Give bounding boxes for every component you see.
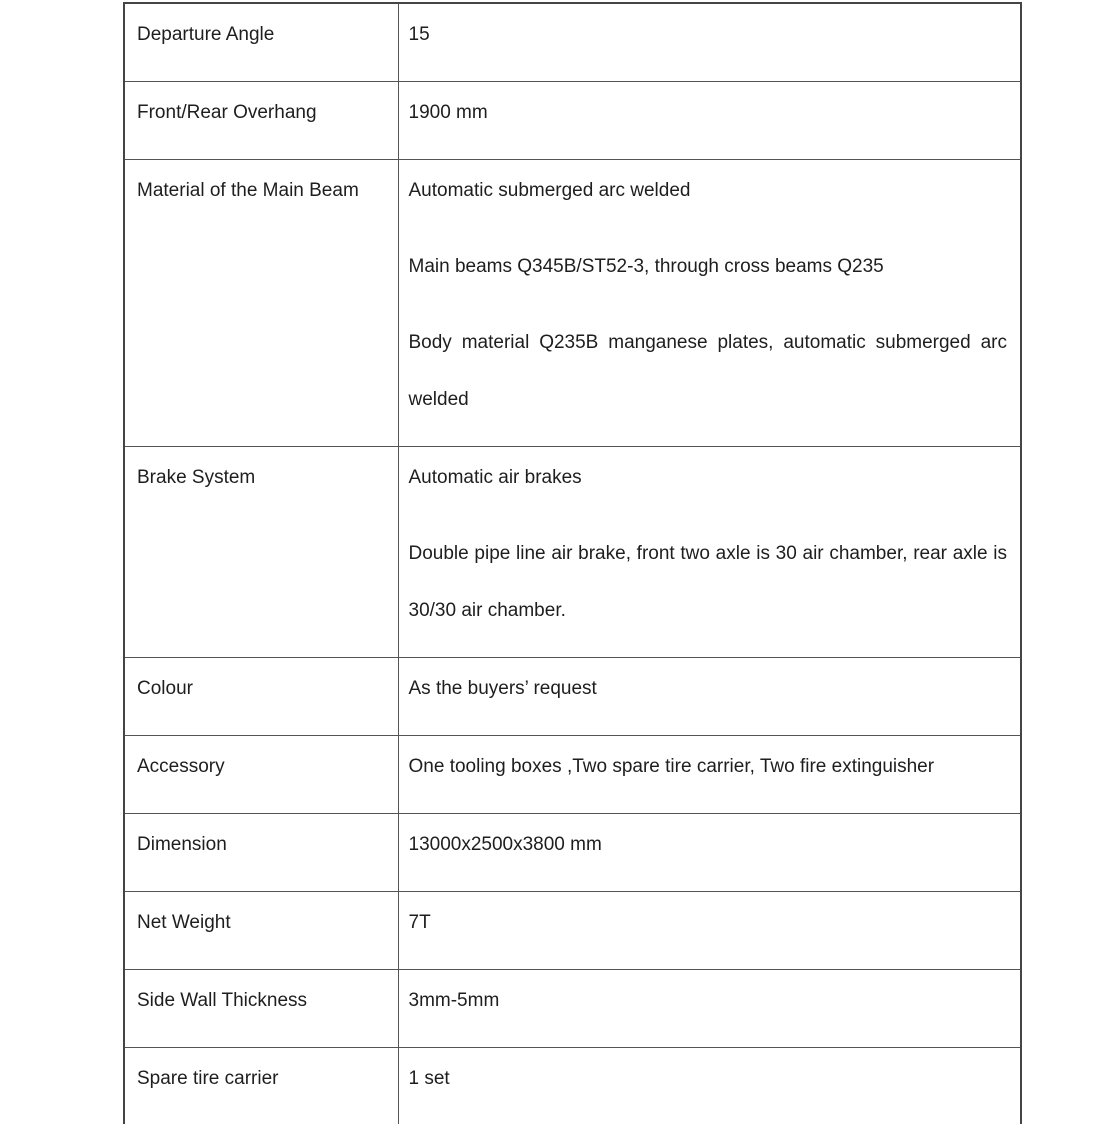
spec-row xyxy=(124,970,1021,1048)
spec-label: Material of the Main Beam xyxy=(137,180,359,201)
spec-label: Spare tire carrier xyxy=(137,1068,279,1089)
spec-row xyxy=(124,82,1021,160)
spec-row xyxy=(124,658,1021,736)
spec-label-cell xyxy=(124,736,398,814)
spec-label: Dimension xyxy=(137,834,227,855)
spec-value-cell xyxy=(398,970,1021,1048)
spec-value-paragraph: 1 set xyxy=(408,1068,450,1089)
spec-value-cell xyxy=(398,892,1021,970)
spec-label-cell xyxy=(124,658,398,736)
spec-value-cell xyxy=(398,82,1021,160)
spec-table xyxy=(123,2,1022,1124)
spec-label-cell xyxy=(124,892,398,970)
spec-row xyxy=(124,736,1021,814)
spec-value-cell xyxy=(398,1048,1021,1124)
spec-label: Net Weight xyxy=(137,912,231,933)
spec-value-paragraph: Main beams Q345B/ST52-3, through cross beams Q235 xyxy=(408,256,884,277)
spec-value-cell xyxy=(398,814,1021,892)
spec-value-paragraph: 7T xyxy=(408,912,431,933)
spec-table-body xyxy=(124,3,1021,1124)
spec-value-paragraph: Body material Q235B manganese plates, automatic submerged arc welded xyxy=(408,332,1007,410)
spec-label-cell xyxy=(124,814,398,892)
spec-value-cell xyxy=(398,3,1021,82)
spec-label-cell xyxy=(124,160,398,447)
spec-label: Accessory xyxy=(137,756,225,777)
spec-label-cell xyxy=(124,970,398,1048)
spec-value-paragraph: 13000x2500x3800 mm xyxy=(408,834,602,855)
spec-label-cell xyxy=(124,3,398,82)
spec-value-paragraph: Automatic submerged arc welded xyxy=(408,180,691,201)
spec-label-cell xyxy=(124,447,398,658)
spec-row xyxy=(124,447,1021,658)
spec-label-cell xyxy=(124,82,398,160)
spec-label: Front/Rear Overhang xyxy=(137,102,317,123)
spec-value-paragraph: Automatic air brakes xyxy=(408,467,582,488)
spec-label-cell xyxy=(124,1048,398,1124)
spec-value-paragraph: One tooling boxes ,Two spare tire carrier, Two fire extinguisher xyxy=(408,756,935,777)
spec-row xyxy=(124,160,1021,447)
spec-value-cell xyxy=(398,447,1021,658)
spec-label: Colour xyxy=(137,678,193,699)
spec-label: Side Wall Thickness xyxy=(137,990,308,1011)
spec-row xyxy=(124,1048,1021,1124)
spec-value-paragraph: As the buyers’ request xyxy=(408,678,597,699)
spec-label: Brake System xyxy=(137,467,256,488)
spec-value-cell xyxy=(398,736,1021,814)
spec-value-cell xyxy=(398,160,1021,447)
spec-row xyxy=(124,3,1021,82)
spec-value-paragraph: 3mm-5mm xyxy=(408,990,500,1011)
spec-value-paragraph: 15 xyxy=(408,24,430,45)
spec-row xyxy=(124,892,1021,970)
spec-value-cell xyxy=(398,658,1021,736)
spec-value-paragraph: Double pipe line air brake, front two axle is 30 air chamber, rear axle is 30/30 air chamber. xyxy=(408,543,1007,621)
spec-label: Departure Angle xyxy=(137,24,275,45)
spec-value-paragraph: 1900 mm xyxy=(408,102,488,123)
spec-row xyxy=(124,814,1021,892)
